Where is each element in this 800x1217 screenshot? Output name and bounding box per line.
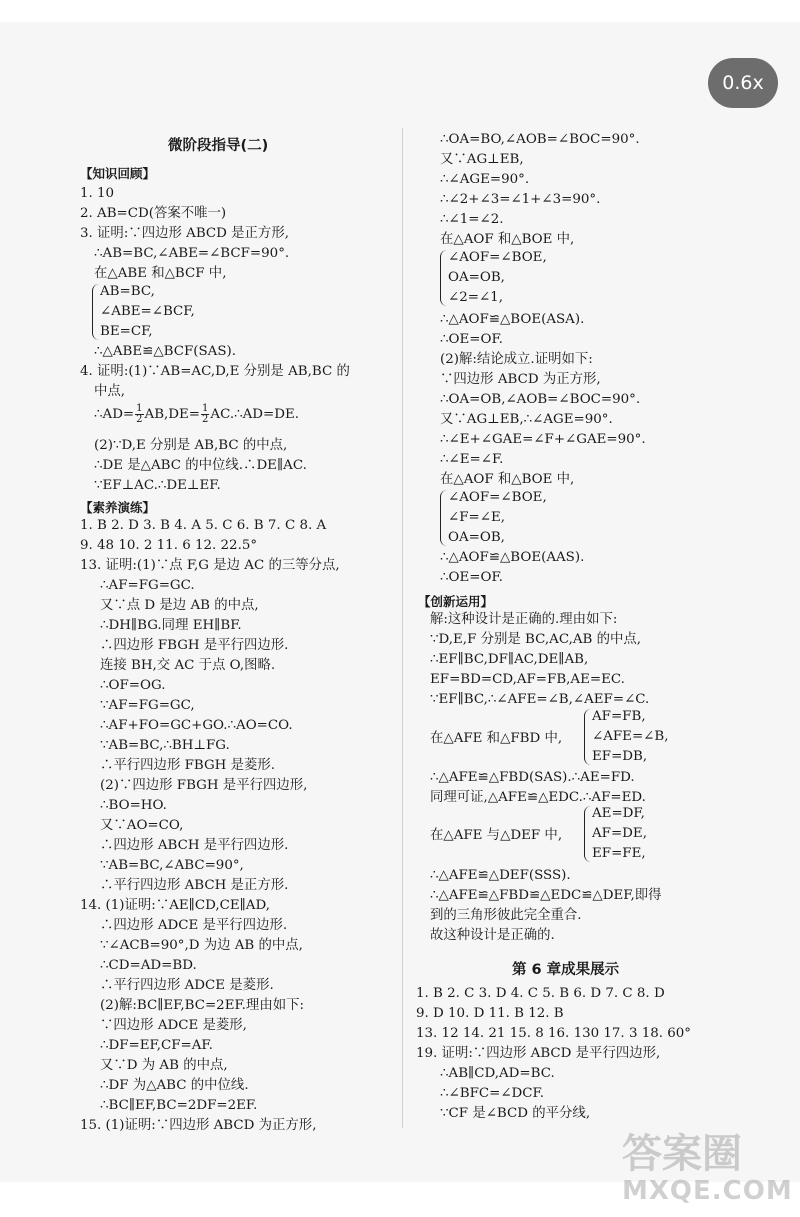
text-line: ∴∠E=∠F. [440, 452, 504, 467]
top-bar [0, 0, 800, 22]
text-line: OA=OB, [448, 270, 505, 285]
text-line: 15. (1)证明:∵四边形 ABCD 为正方形, [80, 1118, 317, 1133]
text-line: 9. 48 10. 2 11. 6 12. 22.5° [80, 538, 258, 553]
text-line: ∠AOF=∠BOE, [448, 490, 547, 505]
text-fragment: ∴AD= [94, 407, 135, 422]
text-line: OA=OB, [448, 530, 505, 545]
text-line: 1. B 2. C 3. D 4. C 5. B 6. D 7. C 8. D [416, 986, 665, 1001]
text-line: 又∵AG⊥EB, [440, 152, 524, 167]
text-line: ∴∠1=∠2. [440, 212, 504, 227]
text-line: 19. 证明:∵四边形 ABCD 是平行四边形, [416, 1046, 661, 1061]
text-line: 解:这种设计是正确的.理由如下: [430, 612, 618, 627]
text-line: ∠AOF=∠BOE, [448, 250, 547, 265]
column-divider [402, 128, 403, 1128]
text-line: ∵CF 是∠BCD 的平分线, [440, 1106, 591, 1121]
text-line: ∵D,E,F 分别是 BC,AC,AB 的中点, [430, 632, 642, 647]
text-fragment: AC.∴AD=DE. [210, 407, 300, 422]
text-line: 14. (1)证明:∵AE∥CD,CE∥AD, [80, 898, 270, 913]
text-line: ∴△AFE≌△FBD(SAS).∴AE=FD. [430, 770, 635, 785]
text-line: ∴四边形 ABCH 是平行四边形. [100, 838, 289, 853]
text-line: ∵四边形 ABCD 为正方形, [440, 372, 601, 387]
section-title: 微阶段指导(二) [168, 138, 269, 154]
text-line: ∴OE=OF. [440, 332, 503, 347]
text-line: 13. 12 14. 21 15. 8 16. 130 17. 3 18. 60° [416, 1026, 692, 1041]
chapter-title: 第 6 章成果展示 [512, 962, 620, 978]
text-line: ∴DH∥BG.同理 EH∥BF. [100, 618, 242, 633]
text-line: EF=BD=CD,AF=FB,AE=EC. [430, 672, 625, 687]
text-line: AF=FB, [592, 709, 646, 724]
text-line: ∴△AOF≌△BOE(ASA). [440, 312, 585, 327]
text-line: EF=DB, [592, 749, 648, 764]
watermark-logo: 答案圈 [622, 1131, 742, 1177]
text-line: (2)解:结论成立.证明如下: [440, 352, 593, 367]
text-line: 1. B 2. D 3. B 4. A 5. C 6. B 7. C 8. A [80, 518, 327, 533]
text-line: ∴CD=AD=BD. [100, 958, 197, 973]
text-line: 到的三角形彼此完全重合. [430, 908, 582, 923]
text-line [94, 404, 299, 425]
text-line: 1. 10 [80, 186, 115, 201]
fraction [201, 404, 209, 425]
text-line: EF=FE, [592, 846, 646, 861]
text-line: AF=DE, [592, 826, 647, 841]
text-line: ∠2=∠1, [448, 290, 503, 305]
text-line: 2. AB=CD(答案不唯一) [80, 206, 227, 221]
text-line: ∴平行四边形 ABCH 是正方形. [100, 878, 289, 893]
section-label-innovation: 【创新运用】 [418, 594, 494, 609]
brace [440, 250, 447, 306]
text-line: ∴AF+FO=GC+GO.∴AO=CO. [100, 718, 293, 733]
text-line: 在△AOF 和△BOE 中, [440, 472, 575, 487]
text-line: ∴AB=BC,∠ABE=∠BCF=90°. [94, 246, 290, 261]
text-line: ∴△AFE≌△FBD≌△EDC≌△DEF,即得 [430, 888, 662, 903]
text-line: ∴OF=OG. [100, 678, 166, 693]
text-line: 又∵AO=CO, [100, 818, 184, 833]
brace [440, 490, 447, 546]
text-line: ∴△ABE≌△BCF(SAS). [94, 344, 236, 359]
text-line: (2)∵四边形 FBGH 是平行四边形, [100, 778, 308, 793]
text-line: 同理可证,△AFE≌△EDC.∴AF=ED. [430, 790, 646, 805]
text-line: 在△AFE 与△DEF 中, [430, 828, 563, 843]
text-line: (2)解:BC∥EF,BC=2EF.理由如下: [100, 998, 305, 1013]
text-line: 在△ABE 和△BCF 中, [94, 266, 227, 281]
text-line: 13. 证明:(1)∵点 F,G 是边 AC 的三等分点, [80, 558, 340, 573]
text-line: ∴AB∥CD,AD=BC. [440, 1066, 555, 1081]
text-line: 又∵点 D 是边 AB 的中点, [100, 598, 259, 613]
text-line: ∴AF=FG=GC. [100, 578, 195, 593]
text-fragment: AB,DE= [144, 407, 201, 422]
text-line: ∴∠BFC=∠DCF. [440, 1086, 544, 1101]
text-line: 连接 BH,交 AC 于点 O,图略. [100, 658, 276, 673]
text-line: ∴DF=EF,CF=AF. [100, 1038, 213, 1053]
text-line: ∵EF∥BC,∴∠AFE=∠B,∠AEF=∠C. [430, 692, 650, 707]
watermark-url: MXQE.COM [622, 1176, 793, 1206]
text-line: ∴OA=OB,∠AOB=∠BOC=90°. [440, 392, 641, 407]
section-label-review: 【知识回顾】 [80, 166, 156, 181]
brace [584, 709, 591, 765]
section-label-practice: 【素养演练】 [80, 500, 156, 515]
text-line: 中点, [94, 384, 126, 399]
text-line: ∴∠2+∠3=∠1+∠3=90°. [440, 192, 601, 207]
text-line: ∴四边形 ADCE 是平行四边形. [100, 918, 288, 933]
text-line: ∵AF=FG=GC, [100, 698, 195, 713]
numerator: 1 [136, 403, 143, 414]
text-line: ∴平行四边形 FBGH 是菱形. [100, 758, 276, 773]
text-line: 在△AOF 和△BOE 中, [440, 232, 575, 247]
text-line: 3. 证明:∵四边形 ABCD 是正方形, [80, 226, 289, 241]
text-line: ∴DE 是△ABC 的中位线.∴DE∥AC. [94, 458, 307, 473]
text-line: 9. D 10. D 11. B 12. B [416, 1006, 564, 1021]
text-line: ∴四边形 FBGH 是平行四边形. [100, 638, 289, 653]
text-line: ∴OE=OF. [440, 570, 503, 585]
text-line: ∵AB=BC,∠ABC=90°, [100, 858, 244, 873]
brace [92, 284, 99, 340]
text-line: ∠AFE=∠B, [592, 729, 669, 744]
text-line: ∴EF∥BC,DF∥AC,DE∥AB, [430, 652, 589, 667]
denominator: 2 [136, 414, 143, 425]
denominator: 2 [202, 414, 209, 425]
text-line: (2)∵D,E 分别是 AB,BC 的中点, [94, 438, 288, 453]
text-line: ∵∠ACB=90°,D 为边 AB 的中点, [100, 938, 303, 953]
text-line: AE=DF, [592, 806, 645, 821]
numerator: 1 [202, 403, 209, 414]
text-line: ∵AB=BC,∴BH⊥FG. [100, 738, 230, 753]
text-line: 故这种设计是正确的. [430, 928, 555, 943]
text-line: ∠ABE=∠BCF, [100, 304, 195, 319]
text-line: 在△AFE 和△FBD 中, [430, 731, 563, 746]
text-line: ∴BC∥EF,BC=2DF=2EF. [100, 1098, 258, 1113]
text-line: ∠F=∠E, [448, 510, 505, 525]
text-line: 4. 证明:(1)∵AB=AC,D,E 分别是 AB,BC 的 [80, 364, 350, 379]
playback-speed-button[interactable]: 0.6x [708, 58, 778, 108]
text-line: ∴△AOF≌△BOE(AAS). [440, 550, 585, 565]
text-line: ∴∠AGE=90°. [440, 172, 530, 187]
text-line: ∴OA=BO,∠AOB=∠BOC=90°. [440, 132, 640, 147]
text-line: ∴∠E+∠GAE=∠F+∠GAE=90°. [440, 432, 646, 447]
text-line: AB=BC, [100, 284, 155, 299]
text-line: ∵EF⊥AC.∴DE⊥EF. [94, 478, 221, 493]
text-line: 又∵AG⊥EB,∴∠AGE=90°. [440, 412, 613, 427]
text-line: ∴DF 为△ABC 的中位线. [100, 1078, 249, 1093]
text-line: ∴BO=HO. [100, 798, 167, 813]
text-line: 又∵D 为 AB 的中点, [100, 1058, 228, 1073]
text-line: ∵四边形 ADCE 是菱形, [100, 1018, 247, 1033]
text-line: ∴△AFE≌△DEF(SSS). [430, 868, 571, 883]
fraction [135, 404, 143, 425]
text-line: BE=CF, [100, 324, 153, 339]
text-line: ∴平行四边形 ADCE 是菱形. [100, 978, 274, 993]
brace [584, 806, 591, 862]
